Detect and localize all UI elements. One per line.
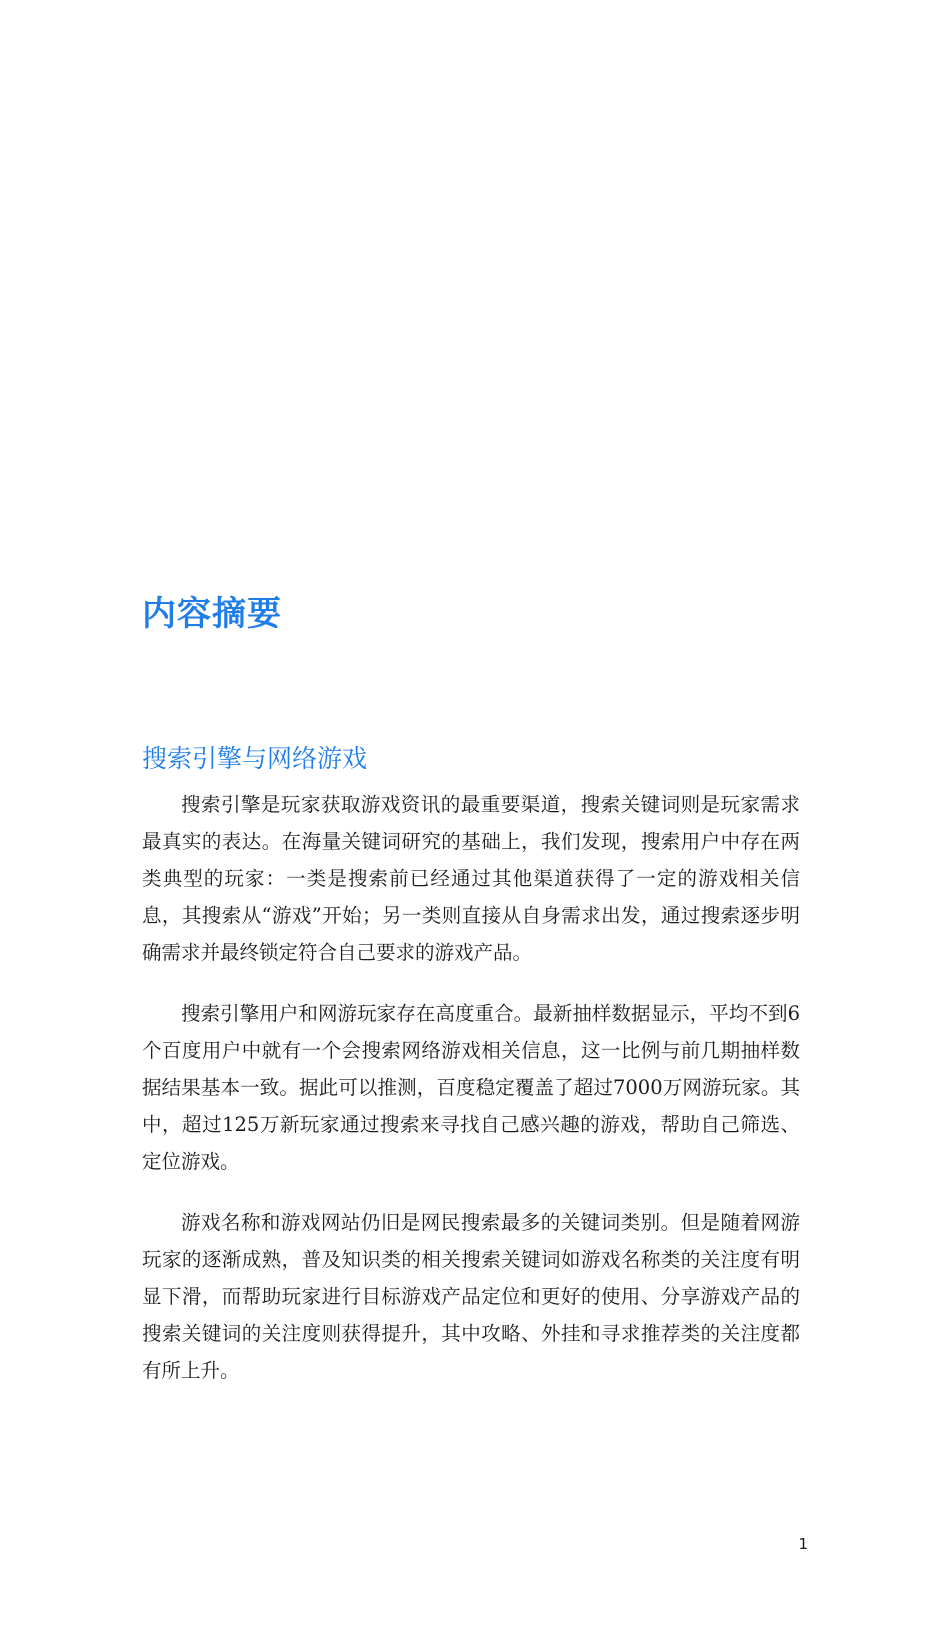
page-number: 1 xyxy=(798,1535,808,1553)
page-title: 内容摘要 xyxy=(142,594,282,634)
paragraph-1: 搜索引擎是玩家获取游戏资讯的最重要渠道，搜索关键词则是玩家需求最真实的表达。在海量关键词研究的基础上，我们发现，搜索用户中存在两类典型的玩家：一类是搜索前已经通过其他渠道获得了一定的游戏相关信息，其搜索从“游戏”开始；另一类则直接从自身需求出发，通过搜索逐步明确需求并最终锁定符合自己要求的游戏产品。 xyxy=(142,793,800,964)
summary-section xyxy=(142,740,800,1413)
section-heading: 搜索引擎与网络游戏 xyxy=(142,744,368,773)
paragraph-3: 游戏名称和游戏网站仍旧是网民搜索最多的关键词类别。但是随着网游玩家的逐渐成熟，普及知识类的相关搜索关键词如游戏名称类的关注度有明显下滑，而帮助玩家进行目标游戏产品定位和更好的使用、分享游戏产品的搜索关键词的关注度则获得提升，其中攻略、外挂和寻求推荐类的关注度都有所上升。 xyxy=(142,1211,800,1382)
paragraph-2: 搜索引擎用户和网游玩家存在高度重合。最新抽样数据显示，平均不到6个百度用户中就有一个会搜索网络游戏相关信息，这一比例与前几期抽样数据结果基本一致。据此可以推测，百度稳定覆盖了超过7000万网游玩家。其中，超过125万新玩家通过搜索来寻找自己感兴趣的游戏，帮助自己筛选、定位游戏。 xyxy=(142,1002,800,1173)
